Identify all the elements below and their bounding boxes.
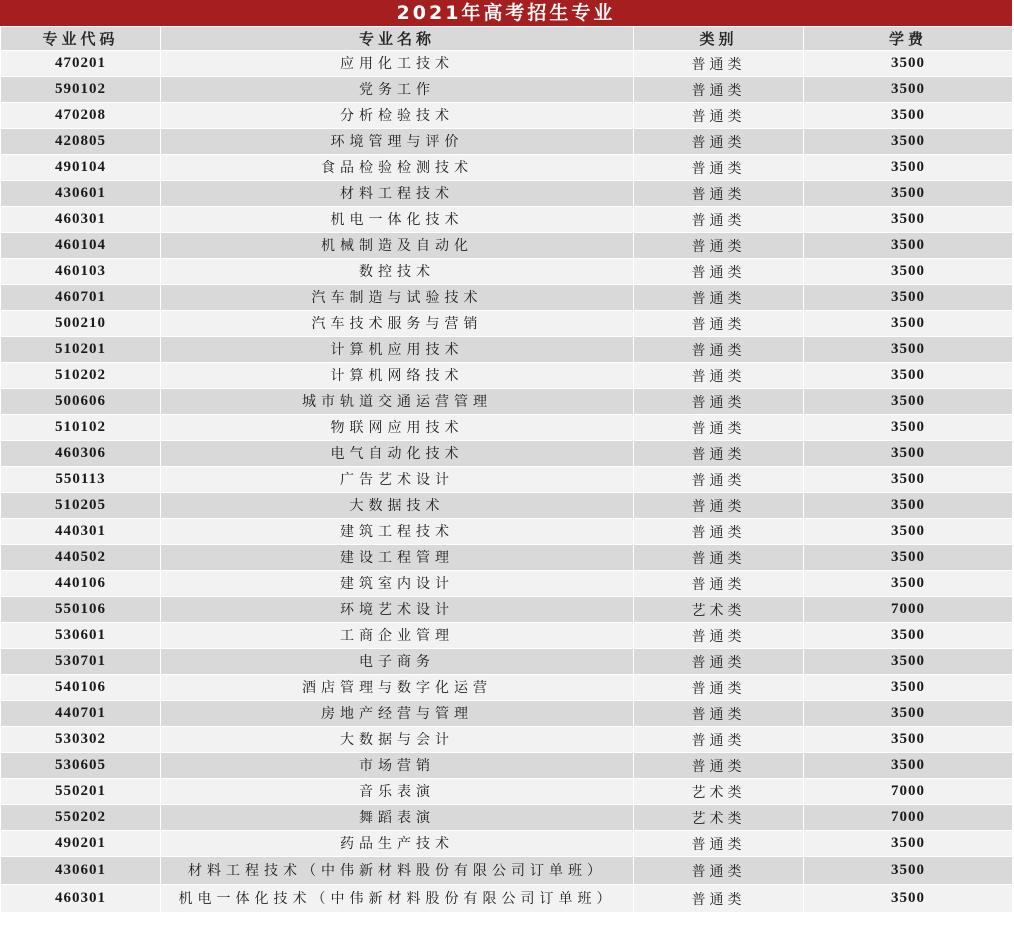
cell-name: 汽车技术服务与营销 [161,311,634,337]
cell-name: 市场营销 [161,753,634,779]
cell-code: 460104 [1,233,161,259]
cell-fee: 3500 [804,363,1013,389]
table-row [1,103,1013,129]
cell-code: 530601 [1,623,161,649]
cell-name: 房地产经营与管理 [161,701,634,727]
cell-fee: 3500 [804,545,1013,571]
cell-code: 510202 [1,363,161,389]
cell-fee: 3500 [804,51,1013,77]
header-name: 专业名称 [161,27,634,51]
cell-category: 普通类 [634,103,804,129]
cell-category: 普通类 [634,885,804,913]
cell-code: 460301 [1,885,161,913]
cell-name: 大数据技术 [161,493,634,519]
cell-category: 艺术类 [634,779,804,805]
cell-name: 环境管理与评价 [161,129,634,155]
cell-name: 大数据与会计 [161,727,634,753]
cell-fee: 3500 [804,389,1013,415]
cell-category: 普通类 [634,519,804,545]
header-row [1,27,1013,51]
cell-fee: 3500 [804,155,1013,181]
cell-name: 建筑工程技术 [161,519,634,545]
table-row [1,51,1013,77]
cell-category: 普通类 [634,545,804,571]
cell-fee: 3500 [804,649,1013,675]
cell-name: 计算机网络技术 [161,363,634,389]
cell-code: 490104 [1,155,161,181]
cell-category: 普通类 [634,831,804,857]
cell-name: 环境艺术设计 [161,597,634,623]
table-row [1,415,1013,441]
cell-code: 550113 [1,467,161,493]
cell-category: 艺术类 [634,597,804,623]
cell-code: 530605 [1,753,161,779]
cell-fee: 3500 [804,311,1013,337]
cell-name: 材料工程技术（中伟新材料股份有限公司订单班） [161,857,634,885]
cell-code: 440701 [1,701,161,727]
cell-name: 建设工程管理 [161,545,634,571]
cell-category: 普通类 [634,311,804,337]
cell-code: 550201 [1,779,161,805]
cell-name: 材料工程技术 [161,181,634,207]
cell-code: 470201 [1,51,161,77]
cell-fee: 3500 [804,571,1013,597]
table-row [1,181,1013,207]
cell-category: 普通类 [634,649,804,675]
cell-code: 440502 [1,545,161,571]
table-body [1,51,1013,913]
cell-name: 机电一体化技术 [161,207,634,233]
cell-category: 普通类 [634,727,804,753]
cell-name: 酒店管理与数字化运营 [161,675,634,701]
table-row [1,779,1013,805]
table-row [1,701,1013,727]
cell-code: 550106 [1,597,161,623]
cell-name: 机械制造及自动化 [161,233,634,259]
cell-code: 470208 [1,103,161,129]
table-row [1,571,1013,597]
table-row [1,649,1013,675]
table-row [1,493,1013,519]
cell-name: 数控技术 [161,259,634,285]
cell-category: 普通类 [634,857,804,885]
table-row [1,233,1013,259]
cell-name: 物联网应用技术 [161,415,634,441]
cell-fee: 3500 [804,77,1013,103]
cell-fee: 3500 [804,701,1013,727]
table-row [1,363,1013,389]
cell-name: 电气自动化技术 [161,441,634,467]
cell-fee: 7000 [804,805,1013,831]
cell-fee: 3500 [804,857,1013,885]
cell-name: 药品生产技术 [161,831,634,857]
cell-fee: 3500 [804,885,1013,913]
cell-code: 460103 [1,259,161,285]
table-row [1,441,1013,467]
cell-category: 普通类 [634,701,804,727]
cell-fee: 3500 [804,129,1013,155]
cell-name: 工商企业管理 [161,623,634,649]
cell-category: 普通类 [634,207,804,233]
cell-fee: 3500 [804,467,1013,493]
cell-name: 汽车制造与试验技术 [161,285,634,311]
cell-code: 500606 [1,389,161,415]
table-row [1,675,1013,701]
cell-category: 普通类 [634,259,804,285]
cell-category: 艺术类 [634,805,804,831]
table-row [1,805,1013,831]
cell-category: 普通类 [634,285,804,311]
table-row [1,753,1013,779]
table-row [1,155,1013,181]
cell-name: 电子商务 [161,649,634,675]
cell-name: 应用化工技术 [161,51,634,77]
cell-code: 510201 [1,337,161,363]
cell-code: 500210 [1,311,161,337]
cell-fee: 3500 [804,181,1013,207]
cell-category: 普通类 [634,389,804,415]
cell-code: 430601 [1,181,161,207]
cell-category: 普通类 [634,623,804,649]
table-row [1,727,1013,753]
table-row [1,207,1013,233]
header-category: 类别 [634,27,804,51]
cell-category: 普通类 [634,155,804,181]
cell-fee: 3500 [804,337,1013,363]
cell-code: 420805 [1,129,161,155]
cell-code: 530302 [1,727,161,753]
cell-name: 建筑室内设计 [161,571,634,597]
cell-name: 食品检验检测技术 [161,155,634,181]
cell-code: 460701 [1,285,161,311]
cell-fee: 3500 [804,207,1013,233]
table-row [1,857,1013,885]
table-row [1,311,1013,337]
cell-category: 普通类 [634,441,804,467]
cell-code: 540106 [1,675,161,701]
table-row [1,337,1013,363]
cell-code: 460306 [1,441,161,467]
cell-category: 普通类 [634,753,804,779]
cell-code: 430601 [1,857,161,885]
cell-name: 计算机应用技术 [161,337,634,363]
cell-fee: 3500 [804,727,1013,753]
cell-category: 普通类 [634,77,804,103]
cell-fee: 3500 [804,753,1013,779]
cell-category: 普通类 [634,181,804,207]
table-row [1,545,1013,571]
table-row [1,259,1013,285]
cell-code: 590102 [1,77,161,103]
table-row [1,885,1013,913]
cell-category: 普通类 [634,493,804,519]
cell-name: 机电一体化技术（中伟新材料股份有限公司订单班） [161,885,634,913]
cell-fee: 3500 [804,493,1013,519]
table-row [1,831,1013,857]
cell-category: 普通类 [634,129,804,155]
cell-category: 普通类 [634,363,804,389]
majors-table [0,26,1013,913]
cell-fee: 3500 [804,259,1013,285]
table-row [1,285,1013,311]
cell-fee: 3500 [804,831,1013,857]
cell-fee: 3500 [804,623,1013,649]
table-row [1,389,1013,415]
cell-name: 广告艺术设计 [161,467,634,493]
cell-code: 550202 [1,805,161,831]
cell-category: 普通类 [634,415,804,441]
cell-name: 舞蹈表演 [161,805,634,831]
cell-code: 510102 [1,415,161,441]
cell-code: 530701 [1,649,161,675]
cell-name: 音乐表演 [161,779,634,805]
cell-category: 普通类 [634,233,804,259]
cell-category: 普通类 [634,675,804,701]
table-title: 2021年高考招生专业 [0,0,1012,26]
table-row [1,77,1013,103]
header-fee: 学费 [804,27,1013,51]
table-row [1,519,1013,545]
cell-fee: 3500 [804,441,1013,467]
cell-fee: 3500 [804,103,1013,129]
cell-name: 城市轨道交通运营管理 [161,389,634,415]
cell-category: 普通类 [634,51,804,77]
cell-code: 440106 [1,571,161,597]
cell-fee: 3500 [804,285,1013,311]
cell-fee: 3500 [804,415,1013,441]
cell-code: 440301 [1,519,161,545]
header-code: 专业代码 [1,27,161,51]
table-row [1,129,1013,155]
cell-category: 普通类 [634,571,804,597]
cell-fee: 3500 [804,675,1013,701]
cell-name: 分析检验技术 [161,103,634,129]
table-row [1,623,1013,649]
table-row [1,597,1013,623]
cell-fee: 7000 [804,597,1013,623]
cell-fee: 7000 [804,779,1013,805]
cell-category: 普通类 [634,467,804,493]
cell-fee: 3500 [804,519,1013,545]
cell-code: 460301 [1,207,161,233]
table-row [1,467,1013,493]
cell-fee: 3500 [804,233,1013,259]
cell-category: 普通类 [634,337,804,363]
cell-code: 490201 [1,831,161,857]
cell-name: 党务工作 [161,77,634,103]
cell-code: 510205 [1,493,161,519]
